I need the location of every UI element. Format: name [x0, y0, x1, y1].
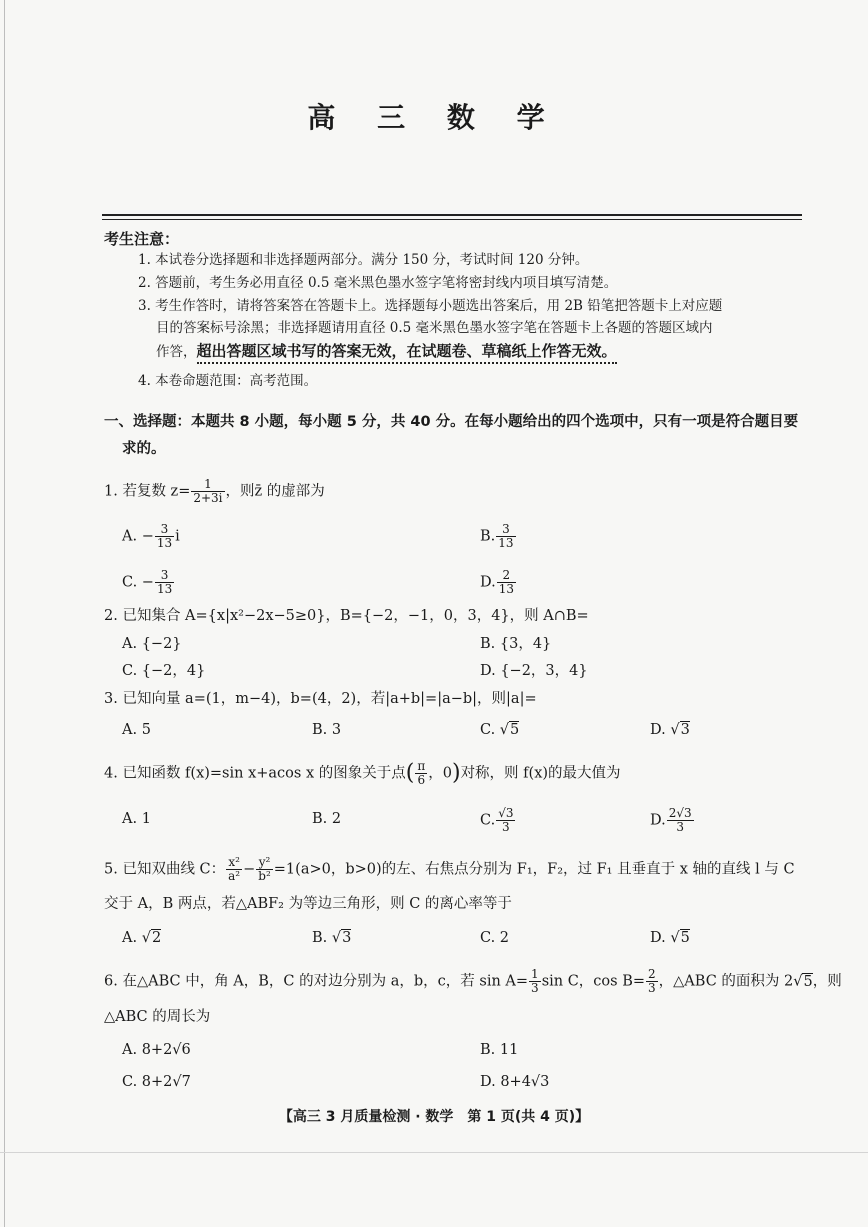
q6-area-radicand: 5 [803, 973, 813, 990]
notice-item-3-line-1: 3. 考生作答时，请将答案答在答题卡上。选择题每小题选出答案后，用 2B 铅笔把答题卡上对应题 [138, 298, 723, 314]
q1-fraction [191, 478, 224, 505]
q5-frac-1 [226, 856, 242, 883]
question-6-line-2: △ABC 的周长为 [104, 1009, 211, 1025]
notice-heading: 考生注意： [104, 230, 180, 248]
q6-f1-num: 1 [531, 967, 539, 981]
q5-b-radicand: 3 [342, 930, 352, 946]
q4-option-d[interactable] [650, 807, 695, 834]
question-2: 2. 已知集合 A={x|x²−2x−5≥0}，B={−2，−1，0，3，4}，则 A∩B= [104, 608, 589, 624]
q6-option-c[interactable]: C. 8+2√7 [122, 1074, 191, 1090]
q1-a-label: A. − [122, 528, 154, 545]
q5-d-label: D. √ [650, 930, 680, 946]
q5-f2-den: b² [258, 869, 271, 883]
title-rule-thin [102, 219, 802, 220]
q1-option-d[interactable] [480, 569, 517, 596]
q1-option-c[interactable] [122, 569, 175, 596]
q1-c-frac [155, 569, 174, 596]
question-1 [104, 478, 808, 505]
q3-option-c[interactable] [480, 720, 519, 740]
q1-d-label: D. [480, 574, 496, 591]
q5-frac-2 [256, 856, 273, 883]
q4-c-den: 3 [502, 820, 510, 834]
q4-c-label: C. [480, 812, 496, 829]
q1-prefix: 1. 若复数 z= [104, 483, 191, 500]
q6-option-a[interactable]: A. 8+2√6 [122, 1042, 191, 1058]
q1-a-num: 3 [155, 523, 174, 537]
q5-option-d[interactable] [650, 928, 690, 948]
notice-emphasis: 超出答题区域书写的答案无效，在试题卷、草稿纸上作答无效。 [197, 342, 617, 364]
q4-suffix: 对称，则 f(x)的最大值为 [460, 765, 621, 782]
q5-option-b[interactable] [312, 928, 351, 948]
q5-b-label: B. √ [312, 930, 342, 946]
q5-prefix: 5. 已知双曲线 C： [104, 861, 226, 878]
q3-option-a[interactable]: A. 5 [122, 722, 151, 738]
notice-item-3-line-2: 目的答案标号涂黑；非选择题请用直径 0.5 毫米黑色墨水签字笔在答题卡上各题的答题区域内 [156, 320, 713, 336]
q2-option-d[interactable]: D. {−2，3，4} [480, 663, 588, 679]
question-5-line-2: 交于 A，B 两点，若△ABF₂ 为等边三角形，则 C 的离心率等于 [104, 896, 512, 912]
q3-option-d[interactable] [650, 720, 690, 740]
question-3: 3. 已知向量 a=(1，m−4)，b=(4，2)，若|a+b|=|a−b|，则|a|= [104, 691, 537, 707]
q4-prefix: 4. 已知函数 f(x)=sin x+acos x 的图象关于点 [104, 765, 406, 782]
q2-option-b[interactable]: B. {3，4} [480, 636, 552, 652]
q5-a-radicand: 2 [151, 930, 162, 946]
q6-frac-2 [646, 968, 658, 995]
q4-point-frac [415, 760, 427, 787]
q4-paren-open: ( [405, 760, 415, 786]
q5-option-c[interactable]: C. 2 [480, 930, 510, 946]
q1-c-den: 13 [156, 582, 173, 596]
q4-option-b[interactable]: B. 2 [312, 811, 342, 827]
page-title: 高 三 数 学 [307, 101, 561, 134]
q4-point-num: π [417, 759, 426, 773]
notice-item-4: 4. 本卷命题范围：高考范围。 [138, 373, 318, 389]
q1-b-frac [496, 523, 515, 550]
q3-d-radicand: 3 [680, 722, 690, 738]
q4-d-den: 3 [676, 820, 684, 834]
q4-point-den: 6 [417, 773, 426, 787]
q5-option-a[interactable] [122, 928, 161, 948]
q1-frac-den: 2+3i [193, 491, 223, 505]
q4-paren-close: ) [451, 760, 461, 786]
q6-suffix-a: ，△ABC 的面积为 2√ [658, 973, 803, 990]
q5-suffix: =1(a>0，b>0)的左、右焦点分别为 F₁，F₂，过 F₁ 且垂直于 x 轴的直线 l 与 C [273, 861, 795, 878]
q1-a-tail: i [175, 528, 180, 545]
q1-d-num: 2 [497, 569, 516, 583]
q5-d-radicand: 5 [680, 930, 690, 946]
q6-prefix: 6. 在△ABC 中，角 A，B，C 的对边分别为 a，b，c，若 sin A= [104, 973, 529, 990]
q3-c-radicand: 5 [510, 722, 520, 738]
q2-option-a[interactable]: A. {−2} [122, 636, 182, 652]
q6-option-d[interactable]: D. 8+4√3 [480, 1074, 550, 1090]
q1-c-label: C. − [122, 574, 154, 591]
q4-c-num: √3 [498, 806, 514, 820]
q1-c-num: 3 [155, 569, 174, 583]
q4-option-a[interactable]: A. 1 [122, 811, 151, 827]
section-1-heading: 一、选择题：本题共 8 小题，每小题 5 分，共 40 分。在每小题给出的四个选项中，只有一项是符合题目要 [104, 414, 799, 430]
section-1-heading-cont: 求的。 [122, 441, 166, 457]
q6-f2-num: 2 [648, 967, 656, 981]
question-6 [104, 967, 842, 995]
q1-a-den: 13 [156, 536, 173, 550]
q6-mid: sin C，cos B= [541, 973, 646, 990]
q2-option-c[interactable]: C. {−2，4} [122, 663, 206, 679]
q1-b-label: B. [480, 528, 496, 545]
q1-frac-num: 1 [191, 478, 224, 492]
q1-d-frac [497, 569, 516, 596]
q5-f1-den: a² [228, 869, 241, 883]
q1-a-frac [155, 523, 174, 550]
notice-item-1: 1. 本试卷分选择题和非选择题两部分。满分 150 分，考试时间 120 分钟。 [138, 252, 589, 268]
q5-f1-num: x² [226, 856, 242, 870]
q6-frac-1 [529, 968, 541, 995]
page-footer: 【高三 3 月质量检测 · 数学 第 1 页(共 4 页)】 [278, 1109, 590, 1125]
q3-d-label: D. √ [650, 722, 680, 738]
notice-item-3-line-3-lead: 作答， [156, 344, 197, 360]
q4-c-frac [496, 807, 515, 834]
q1-d-den: 13 [498, 582, 514, 596]
question-4 [104, 760, 808, 787]
q3-option-b[interactable]: B. 3 [312, 722, 342, 738]
q4-d-frac [667, 807, 694, 834]
q1-option-b[interactable] [480, 523, 517, 550]
q5-a-label: A. √ [122, 930, 151, 946]
q5-f2-num: y² [256, 856, 273, 870]
q3-c-label: C. √ [480, 722, 510, 738]
q6-suffix-b: ，则 [812, 973, 842, 990]
title-rule-thick [102, 214, 802, 216]
q5-minus: − [243, 861, 256, 878]
q4-d-num: 2√3 [668, 806, 692, 820]
q6-f2-den: 3 [648, 981, 656, 995]
q4-point-tail: ，0 [428, 765, 452, 782]
notice-item-3-line-3 [156, 341, 828, 362]
q1-suffix: ，则z̄ 的虚部为 [225, 483, 325, 500]
notice-item-2: 2. 答题前，考生务必用直径 0.5 毫米黑色墨水签字笔将密封线内项目填写清楚。 [138, 275, 618, 291]
question-5 [104, 856, 808, 883]
q1-option-a[interactable] [122, 523, 180, 550]
q1-b-den: 13 [498, 536, 514, 550]
q1-b-num: 3 [496, 523, 515, 537]
q6-option-b[interactable]: B. 11 [480, 1042, 519, 1058]
q4-d-label: D. [650, 812, 666, 829]
q6-f1-den: 3 [531, 981, 539, 995]
q4-option-c[interactable] [480, 807, 516, 834]
